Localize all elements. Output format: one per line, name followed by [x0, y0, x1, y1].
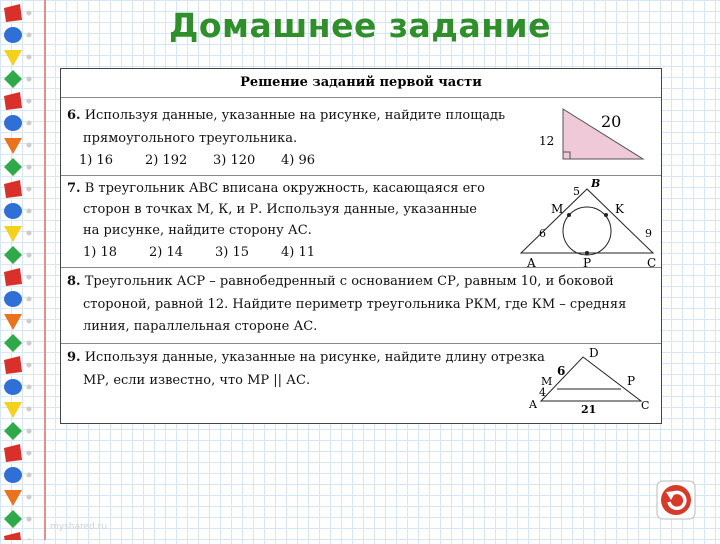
binder-ring	[27, 341, 32, 346]
answer-options	[83, 245, 315, 260]
decorative-shape	[4, 467, 22, 483]
answer-option: 2) 192	[145, 153, 188, 168]
binder-ring	[27, 55, 32, 60]
decorative-shape	[4, 532, 22, 540]
return-arrow-icon	[656, 480, 696, 520]
answer-option: 2) 14	[149, 245, 184, 260]
decorative-shape	[4, 291, 22, 307]
task-7	[61, 175, 661, 268]
figure-label: B	[591, 177, 601, 190]
answer-option: 3) 120	[213, 153, 256, 168]
task-text: МР, если известно, что МР || АС.	[83, 373, 311, 388]
triangle-abc	[521, 189, 653, 253]
task-9	[61, 343, 661, 423]
task-text: Используя данные, указанные на рисунке, найдите площадь	[84, 108, 506, 123]
figure-label: 9	[645, 227, 652, 240]
binder-ring	[27, 297, 32, 302]
task-number: 9.	[67, 350, 81, 365]
return-button[interactable]	[656, 480, 696, 520]
task-text: сторон в точках М, К, и Р. Используя данные, указанные	[83, 202, 477, 217]
tasks-box-header: Решение заданий первой части	[61, 69, 661, 98]
decorative-shape	[4, 203, 22, 219]
binder-ring	[27, 407, 32, 412]
right-triangle-figure	[531, 101, 661, 173]
task-6	[61, 99, 661, 176]
figure-label: A	[529, 398, 537, 411]
binder-ring	[27, 319, 32, 324]
binder-ring	[27, 385, 32, 390]
binder-ring	[27, 77, 32, 82]
task-text: линия, параллельная стороне АС.	[83, 319, 318, 334]
decorative-shape	[4, 92, 22, 110]
answer-option: 1) 18	[83, 245, 118, 260]
parallel-segment-figure	[523, 345, 661, 413]
decorative-shape	[4, 334, 22, 352]
figure-label: P	[583, 256, 592, 267]
task-text: прямоугольного треугольника.	[83, 131, 298, 146]
figure-label: 12	[539, 134, 555, 148]
tangent-point	[585, 251, 589, 255]
answer-options	[79, 153, 315, 168]
binder-ring	[27, 231, 32, 236]
answer-option: 4) 96	[281, 153, 316, 168]
task-8	[61, 267, 661, 344]
binder-ring	[27, 143, 32, 148]
binder-ring	[27, 495, 32, 500]
binder-ring	[27, 99, 32, 104]
figure-label: M	[551, 202, 564, 216]
binder-ring	[27, 209, 32, 214]
figure-label: C	[647, 256, 657, 267]
figure-label: C	[641, 399, 650, 412]
binder-ring	[27, 121, 32, 126]
triangle-adc	[541, 357, 641, 401]
page-title: Домашнее задание	[168, 6, 552, 45]
decorative-shape	[4, 158, 22, 176]
decorative-shape	[4, 379, 22, 395]
figure-label: D	[589, 346, 599, 360]
decorative-shape	[4, 444, 22, 462]
tasks-box	[60, 68, 662, 424]
decorative-shape	[4, 226, 22, 242]
decorative-shape	[4, 268, 22, 286]
task-text: на рисунке, найдите сторону АС.	[83, 223, 312, 238]
figure-label: K	[615, 202, 624, 216]
binder-ring	[27, 473, 32, 478]
task-text: Треугольник АСР – равнобедренный с основанием СР, равным 10, и боковой	[84, 274, 614, 289]
figure-label: 21	[581, 403, 597, 413]
binder-ring	[27, 429, 32, 434]
figure-label: 6	[557, 364, 566, 378]
task-text: стороной, равной 12. Найдите периметр треугольника РКМ, где КМ – средняя	[83, 297, 627, 312]
binder-ring	[27, 517, 32, 522]
decorative-shape	[4, 115, 22, 131]
watermark: myshared.ru	[50, 522, 108, 532]
task-text: В треугольник АВС вписана окружность, касающаяся его	[84, 181, 485, 196]
binder-ring	[27, 187, 32, 192]
decorative-shape	[4, 314, 22, 330]
decorative-shape	[4, 356, 22, 374]
task-number: 8.	[67, 274, 81, 289]
decorative-shape	[4, 490, 22, 506]
task-number: 6.	[67, 108, 81, 123]
binder-ring	[27, 165, 32, 170]
figure-label: P	[627, 374, 636, 388]
figure-label: 20	[601, 112, 622, 131]
task-text: Используя данные, указанные на рисунке, найдите длину отрезка	[84, 350, 545, 365]
decorative-shape	[4, 422, 22, 440]
binder-ring	[27, 363, 32, 368]
decorative-shape	[4, 510, 22, 528]
decorative-shape	[4, 180, 22, 198]
decorative-shapes	[0, 0, 34, 540]
inscribed-circle-figure	[511, 175, 661, 267]
binder-ring	[27, 451, 32, 456]
answer-option: 3) 15	[215, 245, 250, 260]
figure-label: 4	[539, 386, 546, 399]
decorative-shape	[4, 246, 22, 264]
answer-option: 1) 16	[79, 153, 114, 168]
notebook-margin-line	[44, 0, 46, 540]
tangent-point	[567, 213, 571, 217]
tangent-point	[604, 213, 608, 217]
decorative-left-strip	[0, 0, 34, 540]
answer-option: 4) 11	[281, 245, 316, 260]
figure-label: A	[527, 256, 536, 267]
binder-ring	[27, 253, 32, 258]
binder-ring	[27, 275, 32, 280]
figure-label: M	[541, 375, 553, 388]
decorative-shape	[4, 70, 22, 88]
decorative-shape	[4, 50, 22, 66]
task-number: 7.	[67, 181, 81, 196]
figure-label: 6	[539, 227, 546, 240]
decorative-shape	[4, 402, 22, 418]
decorative-shape	[4, 138, 22, 154]
figure-label: 5	[573, 185, 580, 198]
